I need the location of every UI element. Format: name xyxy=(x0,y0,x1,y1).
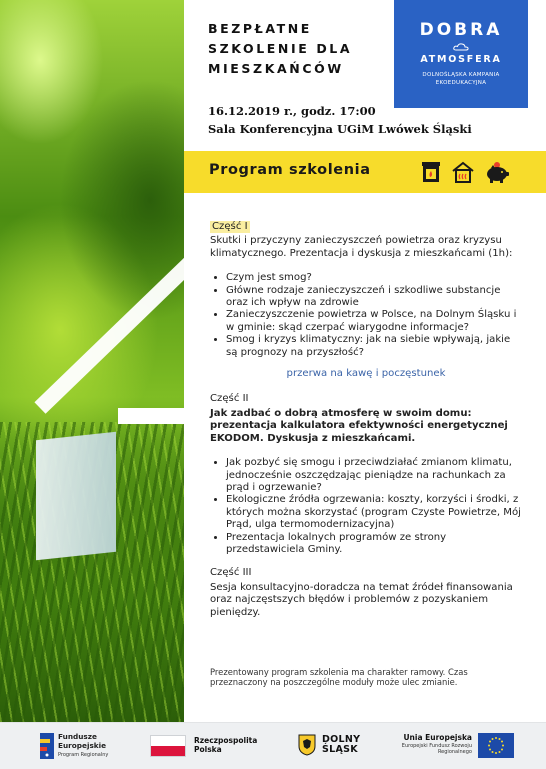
part-1-label: Część I xyxy=(212,221,248,232)
polish-flag-icon xyxy=(150,735,186,757)
eagle-shield-icon xyxy=(298,734,316,756)
badge-title-line-2: ATMOSFERA xyxy=(420,54,502,65)
break-note: przerwa na kawę i poczęstunek xyxy=(286,368,446,380)
program-part-1 xyxy=(210,221,522,359)
logo-1-subtitle: Program Regionalny xyxy=(58,752,109,758)
list-item: • Zanieczyszczenie powietrza w Polsce, na Dolnym Śląsku i w gminie: skąd czerpać wiarygodne informacje? xyxy=(226,309,522,334)
part-2-label: Część II xyxy=(210,393,249,405)
program-part-3 xyxy=(210,567,522,619)
house-roof-outline xyxy=(34,222,184,414)
program-bar xyxy=(184,151,546,193)
program-part-2 xyxy=(210,393,522,556)
list-item: • Czym jest smog? xyxy=(226,272,522,284)
program-disclaimer: Prezentowany program szkolenia ma charakter ramowy. Czas przeznaczony na poszczególne moduły może ulec zmianie. xyxy=(210,667,468,687)
house-heating-icon xyxy=(451,161,475,183)
badge-title-line-1: DOBRA xyxy=(419,20,503,40)
page-title xyxy=(208,19,352,79)
logo-4-title: Unia Europejska xyxy=(403,733,472,742)
list-item: • Jak pozbyć się smogu i przeciwdziałać zmianom klimatu, jednocześnie oszczędzając pieniądze na rachunkach za prąd i ogrzewanie? xyxy=(226,457,522,494)
cloud-icon xyxy=(453,43,469,51)
house-on-grass-photo xyxy=(0,0,184,722)
logo-1-title: Fundusze Europejskie xyxy=(58,732,107,750)
logo-2-title: Rzeczpospolita Polska xyxy=(194,736,258,754)
event-location: Sala Konferencyjna UGiM Lwówek Śląski xyxy=(208,122,472,136)
house-eave-outline xyxy=(118,408,184,424)
badge-subtitle: DOLNOŚLĄSKA KAMPANIA EKOEDUKACYJNA xyxy=(422,72,500,86)
logo-4-subtitle: Europejski Fundusz Rozwoju Regionalnego xyxy=(401,743,472,756)
part-1-text: Skutki i przyczyny zanieczyszczeń powietrza oraz kryzysu klimatycznego. Prezentacja i dyskusja z mieszkańcami (1h): xyxy=(210,235,513,259)
title-line-1: BEZPŁATNE xyxy=(208,21,312,36)
part-2-list xyxy=(210,457,522,556)
part-3-text: Sesja konsultacyjno-doradcza na temat źródeł finansowania oraz najczęstszych błędów i problemów z pozyskaniem pieniędzy. xyxy=(210,581,513,618)
list-item: • Prezentacja lokalnych programów ze strony przedstawiciela Gminy. xyxy=(226,532,522,557)
program-title: Program szkolenia xyxy=(209,162,371,178)
campaign-badge xyxy=(394,0,528,108)
list-item: • Smog i kryzys klimatyczny: jak na siebie wpływają, jakie są prognozy na przyszłość? xyxy=(226,334,522,359)
eu-flag-icon xyxy=(478,733,514,758)
footer-logos xyxy=(0,722,546,769)
event-date-time: 16.12.2019 r., godz. 17:00 xyxy=(208,104,376,118)
part-2-text: Jak zadbać o dobrą atmosferę w swoim domu: prezentacja kalkulatora efektywności energetycznej EKODOM. Dyskusja z mieszkańcami. xyxy=(210,407,508,444)
logo-3-title: DOLNY ŚLĄSK xyxy=(322,734,361,755)
list-item: • Ekologiczne źródła ogrzewania: koszty, korzyści i środki, z których można skorzystać (program Czyste Powietrze, Mój Prąd, ulga termomodernizacyjna) xyxy=(226,494,522,531)
list-item: • Główne rodzaje zanieczyszczeń i szkodliwe substancje oraz ich wpływ na zdrowie xyxy=(226,285,522,310)
program-content xyxy=(210,221,522,619)
title-line-2: SZKOLENIE DLA xyxy=(208,41,353,56)
european-funds-icon xyxy=(40,733,54,759)
house-wall-panel xyxy=(36,432,116,560)
part-3-label: Część III xyxy=(210,567,252,579)
stove-icon xyxy=(419,161,443,183)
part-1-list xyxy=(210,272,522,359)
piggy-bank-icon xyxy=(483,161,511,183)
title-line-3: MIESZKAŃCÓW xyxy=(208,61,344,76)
